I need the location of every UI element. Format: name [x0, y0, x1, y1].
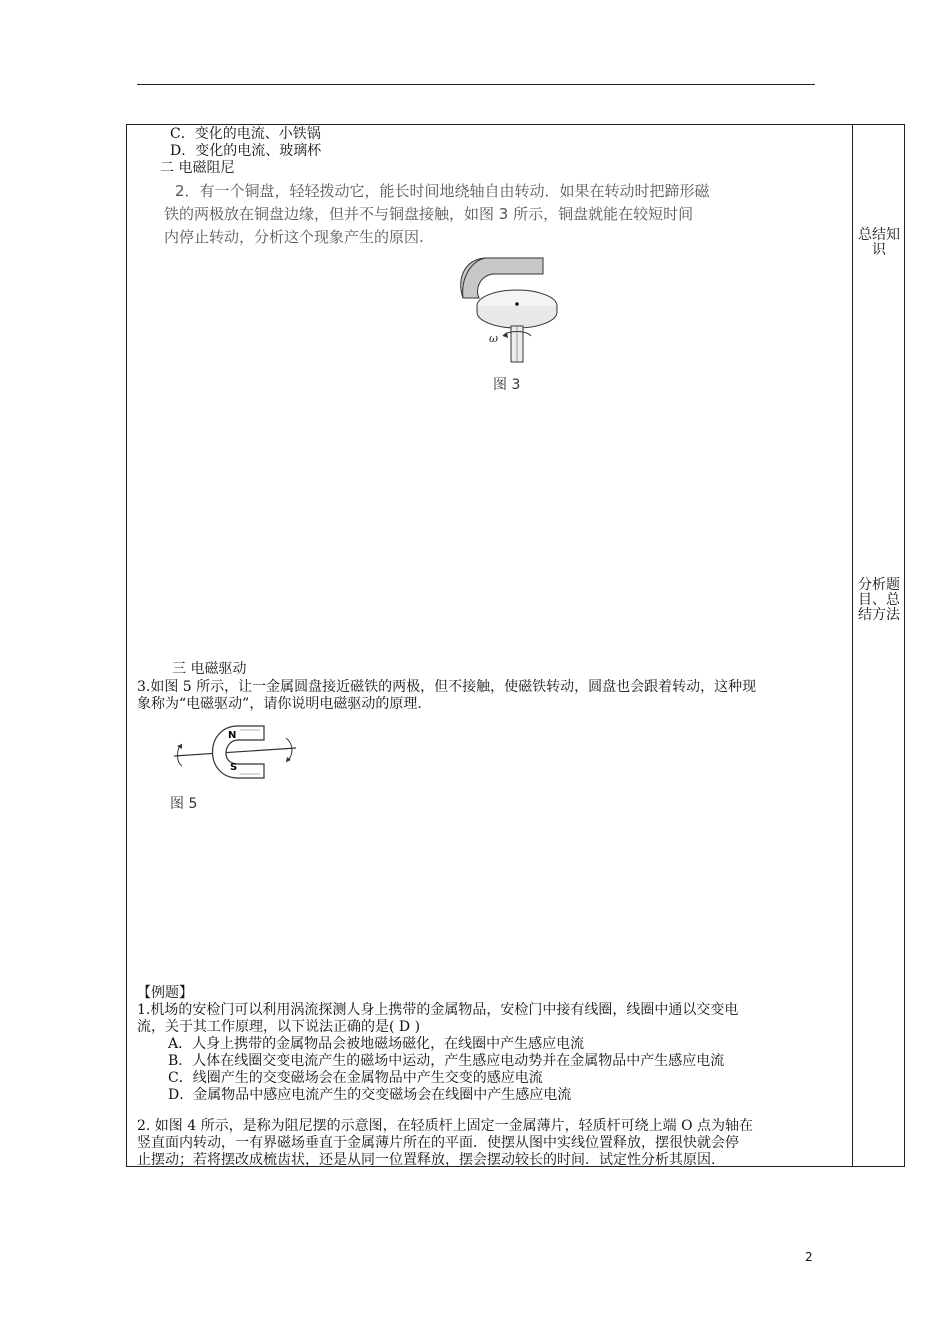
example2-line1: 2. 如图 4 所示，是称为阻尼摆的示意图，在轻质杆上固定一金属薄片，轻质杆可绕上端 O 点为轴在 [137, 1118, 753, 1134]
q3-drive-line2: 象称为“电磁驱动”，请你说明电磁驱动的原理. [137, 696, 422, 712]
figure-5-caption: 图 5 [170, 796, 198, 812]
option-d-text: D．变化的电流、玻璃杯 [170, 143, 322, 159]
sidebar-summary-knowledge: 总结知识 [858, 227, 900, 258]
example1-option-c: C．线圈产生的交变磁场会在金属物品中产生交变的感应电流 [168, 1070, 543, 1086]
examples-heading: 【例题】 [137, 985, 193, 1001]
section-three-heading: 三 电磁驱动 [172, 661, 247, 677]
option-c-text: C．变化的电流、小铁锅 [170, 126, 321, 142]
header-rule [137, 84, 815, 85]
figure-5-magnet-drive-diagram [168, 718, 303, 788]
sidebar-analyze-method: 分析题目、总结方法 [858, 577, 900, 623]
n-pole-label: N [228, 730, 237, 741]
example2-line3: 止摆动；若将摆改成梳齿状，还是从同一位置释放，摆会摆动较长的时间．试定性分析其原因. [137, 1152, 716, 1168]
q2-damping-line3: 内停止转动，分析这个现象产生的原因. [164, 228, 424, 246]
s-pole-label: S [230, 762, 238, 773]
example1-line1: 1.机场的安检门可以利用涡流探测人身上携带的金属物品，安检门中接有线圈，线圈中通以交变电 [137, 1002, 739, 1018]
example1-option-d: D．金属物品中感应电流产生的交变磁场会在线圈中产生感应电流 [168, 1087, 572, 1103]
page-number: 2 [805, 1250, 813, 1264]
example1-option-a: A．人身上携带的金属物品会被地磁场磁化，在线圈中产生感应电流 [168, 1036, 585, 1052]
figure-3-caption: 图 3 [493, 377, 521, 393]
q2-damping-line1: 2．有一个铜盘，轻轻拨动它，能长时间地绕轴自由转动．如果在转动时把蹄形磁 [175, 182, 710, 200]
omega-label: ω [489, 332, 498, 345]
q3-drive-line1: 3.如图 5 所示，让一金属圆盘接近磁铁的两极，但不接触，使磁铁转动，圆盘也会跟着转动，这种现 [137, 679, 757, 695]
figure-3-copper-disk-diagram [455, 250, 565, 370]
q2-damping-line2: 铁的两极放在铜盘边缘，但并不与铜盘接触，如图 3 所示，铜盘就能在较短时间 [164, 205, 694, 223]
section-two-heading: 二 电磁阻尼 [160, 160, 235, 176]
example2-line2: 竖直面内转动，一有界磁场垂直于金属薄片所在的平面．使摆从图中实线位置释放，摆很快就会停 [137, 1135, 739, 1151]
example1-line2: 流，关于其工作原理，以下说法正确的是( D ) [137, 1019, 421, 1035]
example1-option-b: B．人体在线圈交变电流产生的磁场中运动，产生感应电动势并在金属物品中产生感应电流 [168, 1053, 725, 1069]
sidebar-column-divider [852, 124, 853, 1167]
